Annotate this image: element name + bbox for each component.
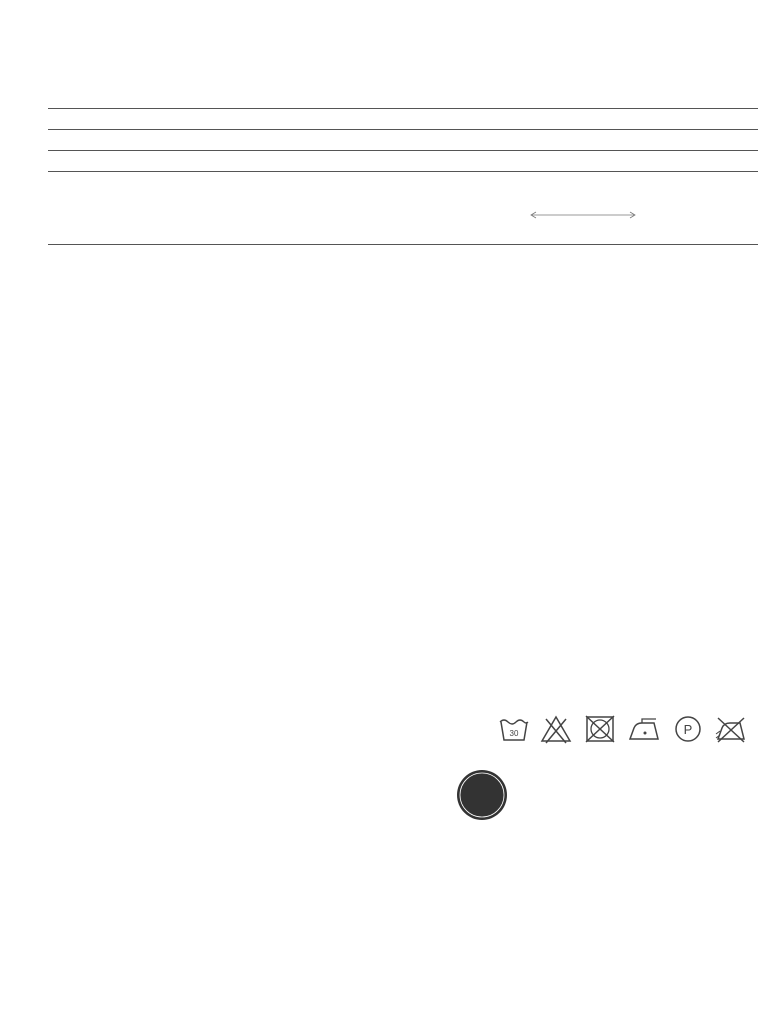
svg-text:30: 30 [509,729,519,738]
reach-stars-icon [608,780,758,830]
wash-30-icon [498,714,530,744]
svg-text:P: P [683,722,693,737]
spec-table [48,88,758,172]
no-tumble-dry-icon [584,714,616,744]
spec-row-composition [48,109,758,130]
double-arrow-icon [528,209,638,221]
care-symbols [496,710,758,748]
dry-clean-p-icon [672,714,704,744]
spec-row-width [48,130,758,151]
no-bleach-icon [540,714,572,744]
qr-code-icon [515,768,567,820]
tests-header [48,222,758,245]
spec-row-mass [48,88,758,109]
iron-low-icon [628,714,662,744]
no-steam-iron-icon [714,714,748,744]
spec-row-fabric-type [48,151,758,172]
